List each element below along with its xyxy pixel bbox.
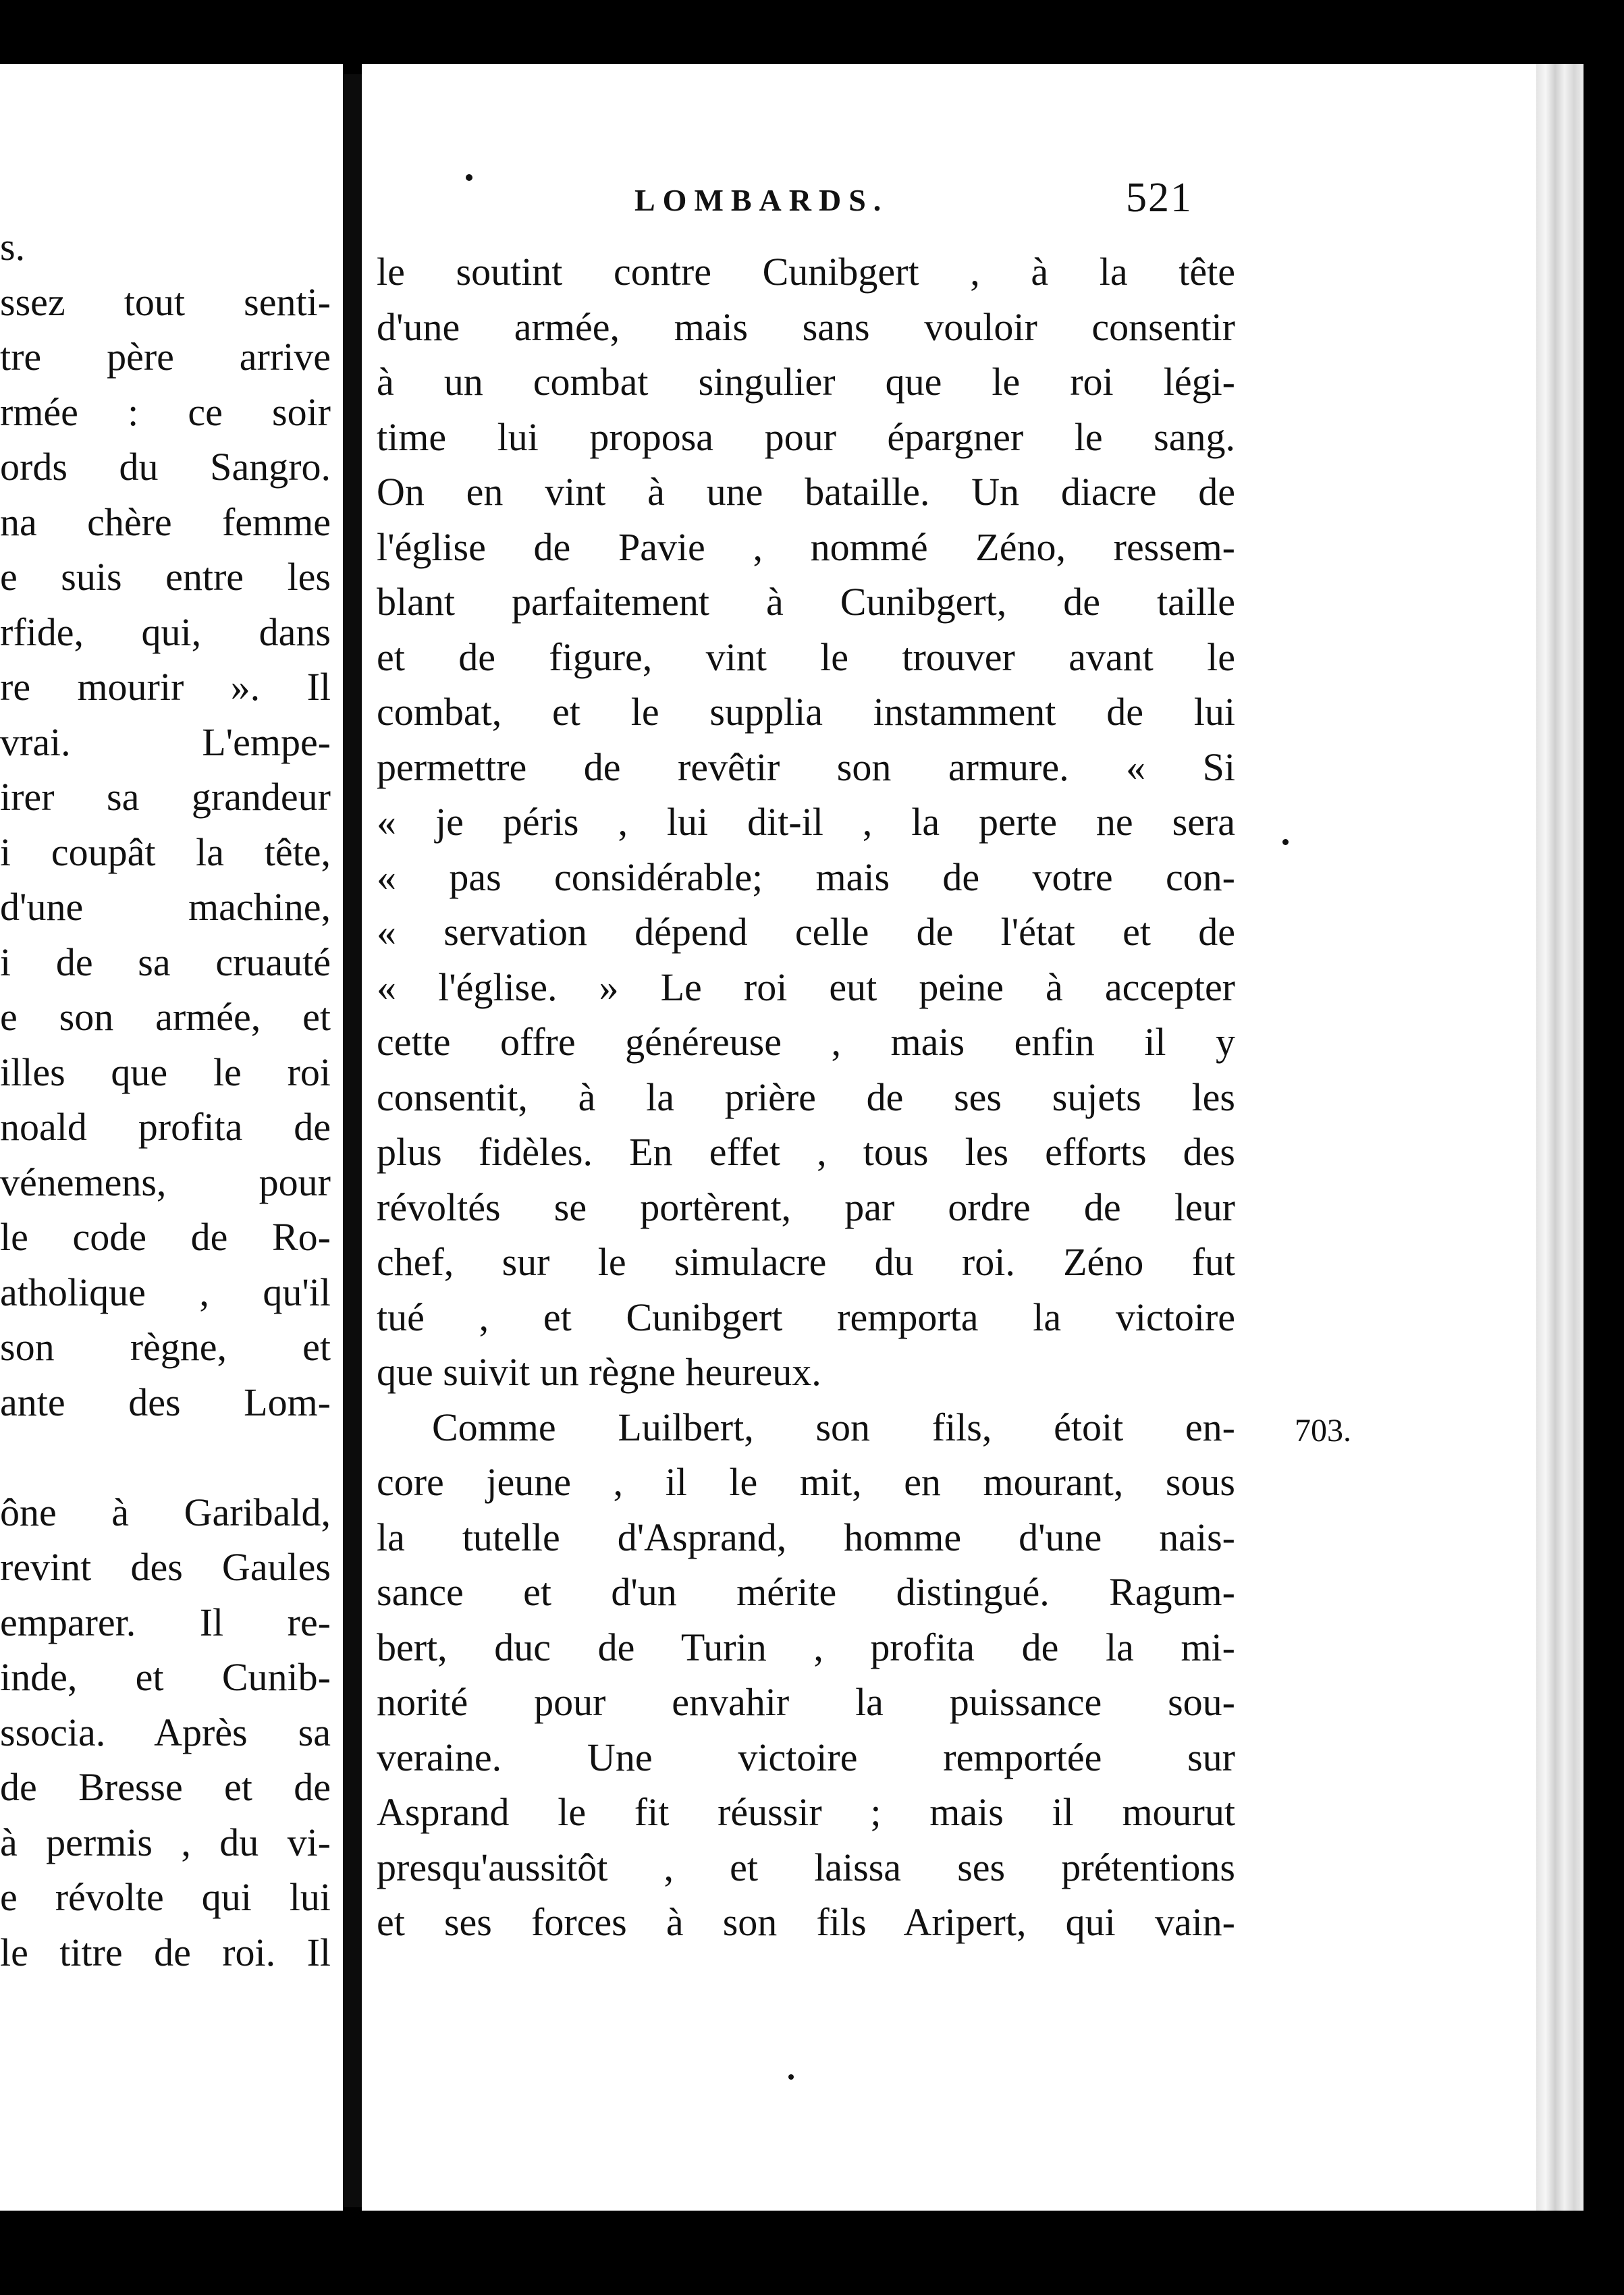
body-text [377,244,1235,1950]
text-line: Asprand le fit réussir ; mais il mourut [377,1790,1235,1834]
left-line: vénemens, pour [0,1160,331,1204]
margin-date: 703. [1295,1413,1351,1449]
text-line: tué , et Cunibgert remporta la victoire [377,1295,1235,1339]
ink-speck [466,174,472,181]
text-line: et ses forces à son fils Aripert, qui vain- [377,1900,1235,1944]
book-gutter [343,74,363,2207]
left-line: le code de Ro- [0,1215,331,1259]
text-line: la tutelle d'Asprand, homme d'une nais- [377,1515,1235,1559]
left-line: e son armée, et [0,995,331,1039]
left-line: ône à Garibald, [0,1490,331,1534]
text-line: Comme Luilbert, son fils, étoit en- [432,1405,1235,1449]
page-number: 521 [1126,175,1193,221]
left-line: i coupât la tête, [0,830,331,874]
left-line: tre père arrive [0,335,331,379]
text-line: blant parfaitement à Cunibgert, de taille [377,580,1235,624]
text-line: presqu'aussitôt , et laissa ses prétentions [377,1845,1235,1889]
text-line: core jeune , il le mit, en mourant, sous [377,1460,1235,1504]
left-line: son règne, et [0,1325,331,1369]
left-line: rfide, qui, dans [0,610,331,654]
left-line: inde, et Cunib- [0,1655,331,1699]
left-line [0,1430,331,1485]
text-line: consentit, à la prière de ses sujets les [377,1075,1235,1119]
left-line: noald profita de [0,1105,331,1149]
text-line: chef, sur le simulacre du roi. Zéno fut [377,1240,1235,1284]
left-page-text [0,219,331,1980]
left-line: i de sa cruauté [0,940,331,984]
text-line: et de figure, vint le trouver avant le [377,634,1235,679]
text-line: norité pour envahir la puissance sou- [377,1680,1235,1724]
left-line: le titre de roi. Il [0,1930,331,1974]
page-edge [1536,64,1584,2211]
ink-speck [788,2074,794,2080]
text-line: l'église de Pavie , nommé Zéno, ressem- [377,524,1235,569]
left-line: rmée : ce soir [0,389,331,434]
ink-speck [1282,839,1289,845]
text-line: On en vint à une bataille. Un diacre de [377,470,1235,514]
left-line: ssez tout senti- [0,279,331,324]
text-line: « pas considérable; mais de votre con- [377,855,1235,899]
left-line: emparer. Il re- [0,1600,331,1644]
text-line: que suivit un règne heureux. [377,1350,821,1394]
text-line: révoltés se portèrent, par ordre de leur [377,1185,1235,1229]
text-line: à un combat singulier que le roi légi- [377,360,1235,404]
text-line: bert, duc de Turin , profita de la mi- [377,1625,1235,1669]
left-line: illes que le roi [0,1050,331,1094]
left-line: s. [0,225,26,269]
text-line: veraine. Une victoire remportée sur [377,1735,1235,1779]
text-line: time lui proposa pour épargner le sang. [377,414,1235,459]
left-line: de Bresse et de [0,1765,331,1809]
text-line: d'une armée, mais sans vouloir consentir [377,304,1235,349]
left-line: irer sa grandeur [0,775,331,819]
text-line: « l'église. » Le roi eut peine à accepter [377,965,1235,1009]
left-line: ssocia. Après sa [0,1710,331,1754]
text-line: « je péris , lui dit-il , la perte ne sera [377,800,1235,844]
text-line: sance et d'un mérite distingué. Ragum- [377,1570,1235,1614]
text-line: permettre de revêtir son armure. « Si [377,745,1235,789]
left-line: na chère femme [0,500,331,544]
text-line: cette offre généreuse , mais enfin il y [377,1020,1235,1064]
left-line: ords du Sangro. [0,445,331,489]
left-line: e suis entre les [0,555,331,599]
left-line: vrai. L'empe- [0,720,331,764]
text-line: le soutint contre Cunibgert , à la tête [377,250,1235,294]
left-line: e révolte qui lui [0,1875,331,1919]
left-page [0,64,343,2211]
left-line: re mourir ». Il [0,665,331,709]
text-line: « servation dépend celle de l'état et de [377,910,1235,954]
text-line: combat, et le supplia instamment de lui [377,690,1235,734]
running-head: LOMBARDS. [634,183,889,217]
text-line: plus fidèles. En effet , tous les efforts des [377,1130,1235,1174]
left-line: à permis , du vi- [0,1820,331,1864]
left-line: revint des Gaules [0,1545,331,1589]
left-line: ante des Lom- [0,1380,331,1424]
left-line: d'une machine, [0,885,331,929]
left-line: atholique , qu'il [0,1270,331,1314]
